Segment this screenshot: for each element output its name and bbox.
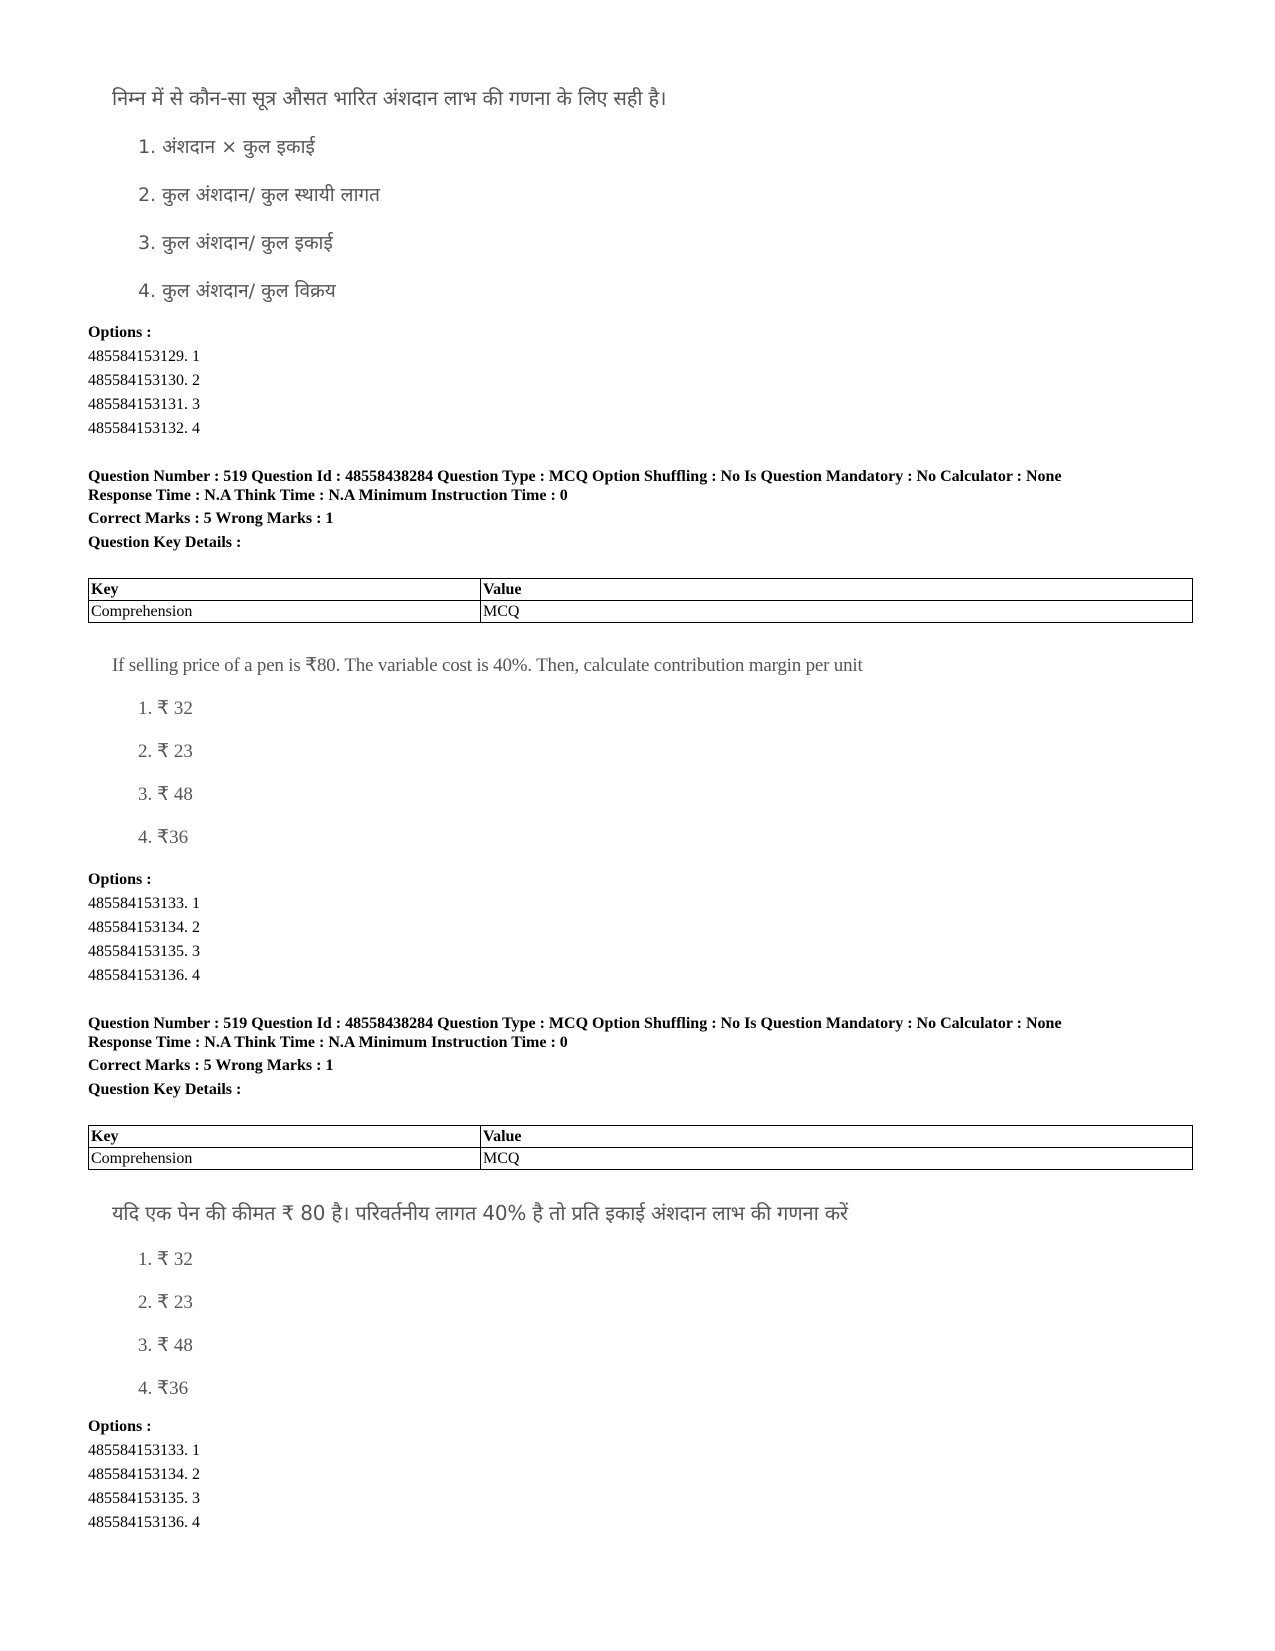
- key-header: Key: [89, 579, 481, 601]
- choice-2: 2. कुल अंशदान/ कुल स्थायी लागत: [138, 184, 381, 206]
- question-image-2: [112, 654, 863, 849]
- option-id: 485584153133. 1: [88, 895, 200, 912]
- option-id: 485584153136. 4: [88, 967, 200, 984]
- choice-1: 1. ₹ 32: [138, 1249, 193, 1270]
- key-cell: Comprehension: [89, 601, 481, 623]
- choice-2: 2. ₹ 23: [138, 1292, 193, 1313]
- question-image-3: [112, 1199, 848, 1400]
- question-stem: If selling price of a pen is ₹80. The variable cost is 40%. Then, calculate contribution margin per unit: [112, 655, 863, 676]
- marks-line: Correct Marks : 5 Wrong Marks : 1: [88, 510, 334, 527]
- choice-3: 3. ₹ 48: [138, 784, 193, 805]
- choice-1: 1. ₹ 32: [138, 698, 193, 719]
- option-id: 485584153132. 4: [88, 420, 200, 437]
- question-meta-2: [88, 467, 1208, 555]
- key-details-label: Question Key Details :: [88, 534, 242, 551]
- question-image-1: [112, 84, 666, 303]
- question-meta-3: [88, 1014, 1208, 1102]
- choice-4: 4. कुल अंशदान/ कुल विक्रय: [138, 280, 336, 302]
- meta-line-2: Response Time : N.A Think Time : N.A Minimum Instruction Time : 0: [88, 487, 568, 504]
- meta-line-2: Response Time : N.A Think Time : N.A Minimum Instruction Time : 0: [88, 1034, 568, 1051]
- option-id: 485584153134. 2: [88, 1466, 200, 1483]
- options-label: Options :: [88, 1418, 152, 1435]
- key-details-label: Question Key Details :: [88, 1081, 242, 1098]
- question-stem: यदि एक पेन की कीमत ₹ 80 है। परिवर्तनीय लागत 40% है तो प्रति इकाई अंशदान लाभ की गणना करें: [112, 1201, 848, 1225]
- value-cell: MCQ: [481, 1148, 1193, 1170]
- question-key-table-3: [88, 1125, 1193, 1170]
- question-stem: निम्न में से कौन-सा सूत्र औसत भारित अंशदान लाभ की गणना के लिए सही है।: [112, 86, 667, 110]
- choice-4: 4. ₹36: [138, 827, 189, 848]
- choice-3: 3. ₹ 48: [138, 1335, 193, 1356]
- option-id: 485584153136. 4: [88, 1514, 200, 1531]
- choice-2: 2. ₹ 23: [138, 741, 193, 762]
- option-id: 485584153133. 1: [88, 1442, 200, 1459]
- value-cell: MCQ: [481, 601, 1193, 623]
- options-list-1: [88, 321, 200, 441]
- meta-line-1: Question Number : 519 Question Id : 48558438284 Question Type : MCQ Option Shuffling : No Is Question Mandatory : No Calculator : None: [88, 1015, 1062, 1032]
- option-id: 485584153135. 3: [88, 943, 200, 960]
- option-id: 485584153135. 3: [88, 1490, 200, 1507]
- key-header: Key: [89, 1126, 481, 1148]
- question-key-table-2: [88, 578, 1193, 623]
- choice-1: 1. अंशदान × कुल इकाई: [138, 136, 315, 158]
- option-id: 485584153134. 2: [88, 919, 200, 936]
- value-header: Value: [481, 579, 1193, 601]
- options-list-2: [88, 868, 200, 988]
- marks-line: Correct Marks : 5 Wrong Marks : 1: [88, 1057, 334, 1074]
- choice-3: 3. कुल अंशदान/ कुल इकाई: [138, 232, 333, 254]
- key-cell: Comprehension: [89, 1148, 481, 1170]
- value-header: Value: [481, 1126, 1193, 1148]
- option-id: 485584153129. 1: [88, 348, 200, 365]
- option-id: 485584153130. 2: [88, 372, 200, 389]
- options-label: Options :: [88, 324, 152, 341]
- option-id: 485584153131. 3: [88, 396, 200, 413]
- options-list-3: [88, 1415, 200, 1535]
- meta-line-1: Question Number : 519 Question Id : 48558438284 Question Type : MCQ Option Shuffling : No Is Question Mandatory : No Calculator : None: [88, 468, 1062, 485]
- choice-4: 4. ₹36: [138, 1378, 189, 1399]
- options-label: Options :: [88, 871, 152, 888]
